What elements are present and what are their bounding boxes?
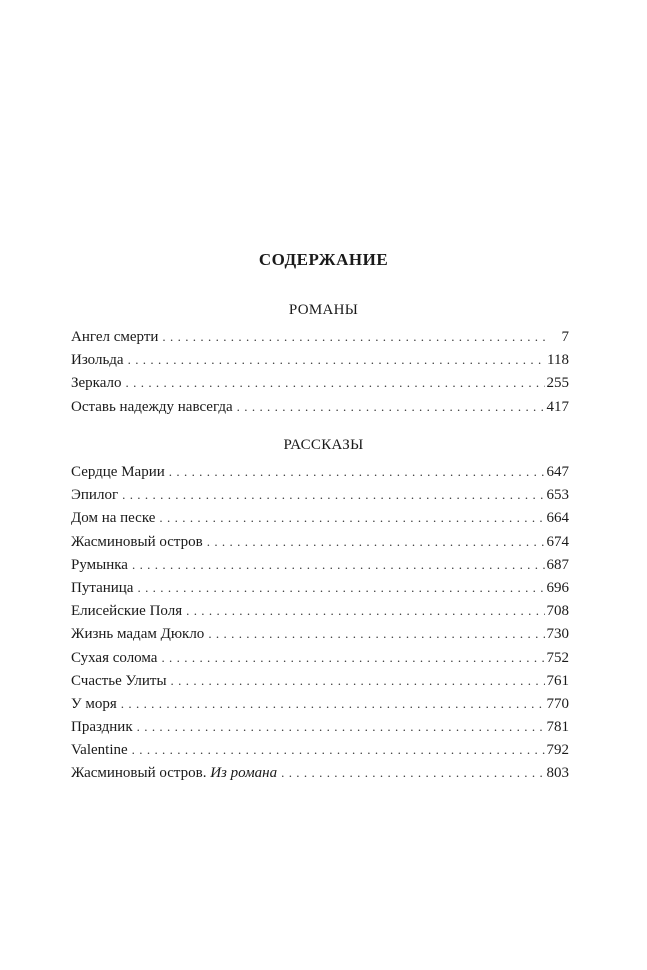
toc-entry-page: 417 xyxy=(546,398,569,415)
toc-entry-title: Дом на песке xyxy=(71,510,156,527)
toc-entry-page: 255 xyxy=(546,375,569,392)
toc-entry xyxy=(71,460,569,483)
toc-entry-page: 792 xyxy=(546,742,569,759)
toc-entry-title: Зеркало xyxy=(71,375,122,392)
toc-list-novels xyxy=(71,325,569,418)
toc-entry-title: Елисейские Поля xyxy=(71,603,183,620)
dot-leader xyxy=(137,576,544,599)
toc-entry-page: 687 xyxy=(546,556,569,573)
dot-leader xyxy=(159,506,544,529)
toc-entry-title: Праздник xyxy=(71,719,133,736)
toc-entry-page: 696 xyxy=(546,579,569,596)
dot-leader xyxy=(208,622,544,645)
dot-leader xyxy=(207,530,545,553)
toc-entry-page: 761 xyxy=(546,672,569,689)
toc-entry-title: У моря xyxy=(71,695,117,712)
toc-entry-page: 803 xyxy=(546,765,569,782)
toc-entry-page: 770 xyxy=(546,695,569,712)
dot-leader xyxy=(281,761,544,784)
toc-entry xyxy=(71,348,569,371)
dot-leader xyxy=(122,483,544,506)
toc-entry-title: Путаница xyxy=(71,579,134,596)
toc-entry-title: Ангел смерти xyxy=(71,329,159,345)
dot-leader xyxy=(132,553,545,576)
toc-entry-title: Valentine xyxy=(71,742,128,759)
toc-entry xyxy=(71,692,569,715)
section-heading-novels: РОМАНЫ xyxy=(288,302,359,318)
toc-list-stories xyxy=(71,460,569,785)
toc-entry-page: 7 xyxy=(561,329,569,345)
toc-entry xyxy=(71,646,569,669)
dot-leader xyxy=(128,348,545,371)
toc-entry xyxy=(71,395,569,418)
toc-entry-title: Счастье Улиты xyxy=(71,672,167,689)
dot-leader xyxy=(132,738,545,761)
section-heading-stories: РАССКАЗЫ xyxy=(283,437,364,453)
toc-entry xyxy=(71,599,569,622)
dot-leader xyxy=(161,646,544,669)
toc-entry-title: Эпилог xyxy=(71,487,119,504)
toc-entry-title-main: Жасминовый остров. xyxy=(71,765,207,782)
toc-entry-title: Сухая солома xyxy=(71,649,158,666)
dot-leader xyxy=(169,460,545,483)
toc-entry-title: Оставь надежду навсегда xyxy=(71,398,233,415)
toc-entry-title-italic: Из романа xyxy=(210,765,278,782)
toc-entry-title: Жасминовый остров xyxy=(71,533,203,550)
page-title: СОДЕРЖАНИЕ xyxy=(258,250,389,269)
dot-leader xyxy=(126,371,545,394)
toc-entry xyxy=(71,530,569,553)
toc-entry xyxy=(71,715,569,738)
dot-leader xyxy=(137,715,545,738)
toc-entry-page: 781 xyxy=(546,719,569,736)
toc-entry-title xyxy=(71,762,281,785)
toc-entry xyxy=(71,761,569,784)
toc-entry-page: 752 xyxy=(546,649,569,666)
toc-entry xyxy=(71,738,569,761)
toc-entry-page: 708 xyxy=(546,603,569,620)
toc-entry-page: 674 xyxy=(546,533,569,550)
toc-entry xyxy=(71,483,569,506)
toc-entry-title: Изольда xyxy=(71,352,124,369)
toc-entry xyxy=(71,576,569,599)
dot-leader xyxy=(162,325,547,348)
toc-entry-page: 730 xyxy=(546,626,569,643)
toc-entry xyxy=(71,371,569,394)
toc-entry xyxy=(71,669,569,692)
toc-entry xyxy=(71,506,569,529)
toc-entry xyxy=(71,553,569,576)
toc-entry-title: Румынка xyxy=(71,556,128,573)
dot-leader xyxy=(171,669,545,692)
toc-entry-page: 653 xyxy=(546,487,569,504)
toc-entry xyxy=(71,325,569,348)
toc-entry xyxy=(71,622,569,645)
toc-entry-title: Сердце Марии xyxy=(71,464,165,480)
dot-leader xyxy=(121,692,545,715)
toc-entry-page: 664 xyxy=(546,510,569,527)
toc-entry-page: 647 xyxy=(546,464,569,480)
dot-leader xyxy=(186,599,544,622)
dot-leader xyxy=(237,395,545,418)
toc-entry-page: 118 xyxy=(547,352,569,369)
toc-entry-title: Жизнь мадам Дюкло xyxy=(71,626,205,643)
